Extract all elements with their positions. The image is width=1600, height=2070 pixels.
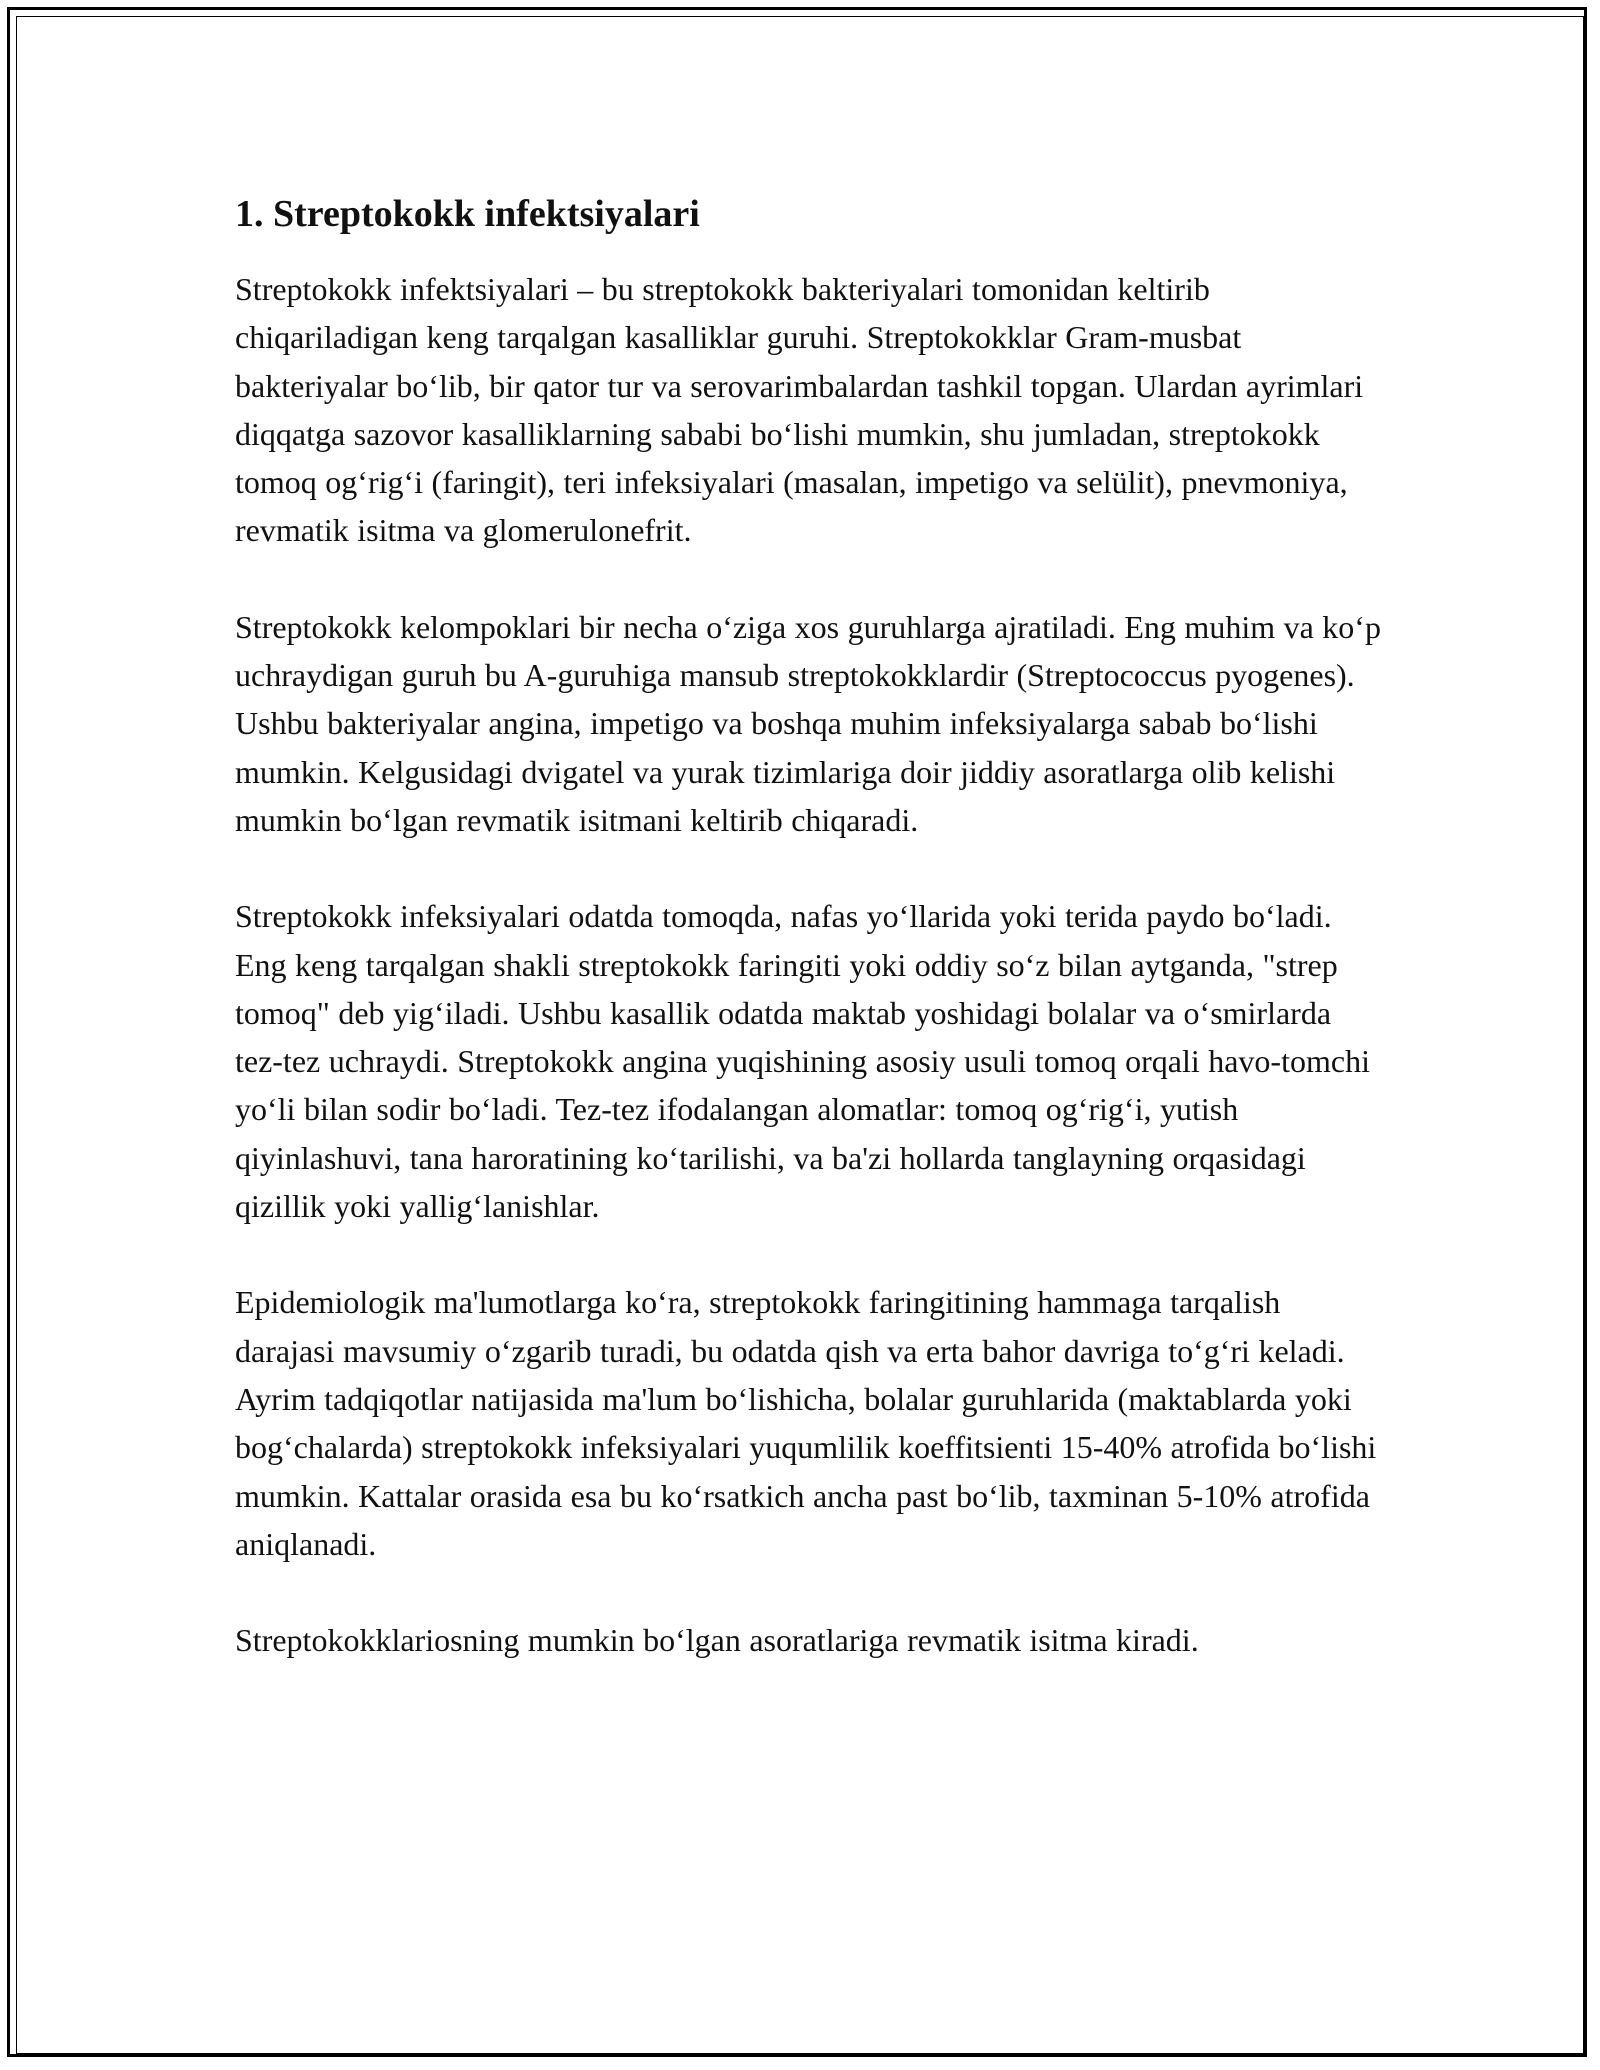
paragraph-1: Streptokokk infektsiyalari – bu streptokokk bakteriyalari tomonidan keltirib chiqariladigan keng tarqalgan kasalliklar guruhi. Streptokokklar Gram-musbat bakteriyalar bo‘lib, bir qator tur va serovarimbalardan tashkil topgan. Ulardan ayrimlari diqqatga sazovor kasalliklarning sababi bo‘lishi mumkin, shu jumladan, streptokokk tomoq og‘rig‘i (faringit), teri infeksiyalari (masalan, impetigo va selülit), pnevmoniya, revmatik isitma va glomerulonefrit. (235, 271, 1364, 549)
document-body (235, 185, 1385, 1712)
paragraph-5: Streptokokklariosning mumkin bo‘lgan asoratlariga revmatik isitma kiradi. (235, 1622, 1199, 1659)
paragraph-4: Epidemiologik ma'lumotlarga ko‘ra, streptokokk faringitining hammaga tarqalish darajasi mavsumiy o‘zgarib turadi, bu odatda qish va erta bahor davriga to‘g‘ri keladi. Ayrim tadqiqotlar natijasida ma'lum bo‘lishicha, bolalar guruhlarida (maktablarda yoki bog‘chalarda) streptokokk infeksiyalari yuqumlilik koeffitsienti 15-40% atrofida bo‘lishi mumkin. Kattalar orasida esa bu ko‘rsatkich ancha past bo‘lib, taxminan 5-10% atrofida aniqlanadi. (235, 1284, 1377, 1562)
paragraph-3: Streptokokk infeksiyalari odatda tomoqda, nafas yo‘llarida yoki terida paydo bo‘ladi. Eng keng tarqalgan shakli streptokokk faringiti yoki oddiy so‘z bilan aytganda, "strep tomoq" deb yig‘iladi. Ushbu kasallik odatda maktab yoshidagi bolalar va o‘smirlarda tez-tez uchraydi. Streptokokk angina yuqishining asosiy usuli tomoq orqali havo-tomchi yo‘li bilan sodir bo‘ladi. Tez-tez ifodalangan alomatlar: tomoq og‘rig‘i, yutish qiyinlashuvi, tana haroratining ko‘tarilishi, va ba'zi hollarda tanglayning orqasidagi qizillik yoki yallig‘lanishlar. (235, 898, 1370, 1225)
section-heading: 1. Streptokokk infektsiyalari (235, 193, 700, 235)
paragraph-2: Streptokokk kelompoklari bir necha o‘ziga xos guruhlarga ajratiladi. Eng muhim va ko‘p uchraydigan guruh bu A-guruhiga mansub streptokokklardir (Streptococcus pyogenes). Ushbu bakteriyalar angina, impetigo va boshqa muhim infeksiyalarga sabab bo‘lishi mumkin. Kelgusidagi dvigatel va yurak tizimlariga doir jiddiy asoratlarga olib kelishi mumkin bo‘lgan revmatik isitmani keltirib chiqaradi. (235, 608, 1381, 838)
